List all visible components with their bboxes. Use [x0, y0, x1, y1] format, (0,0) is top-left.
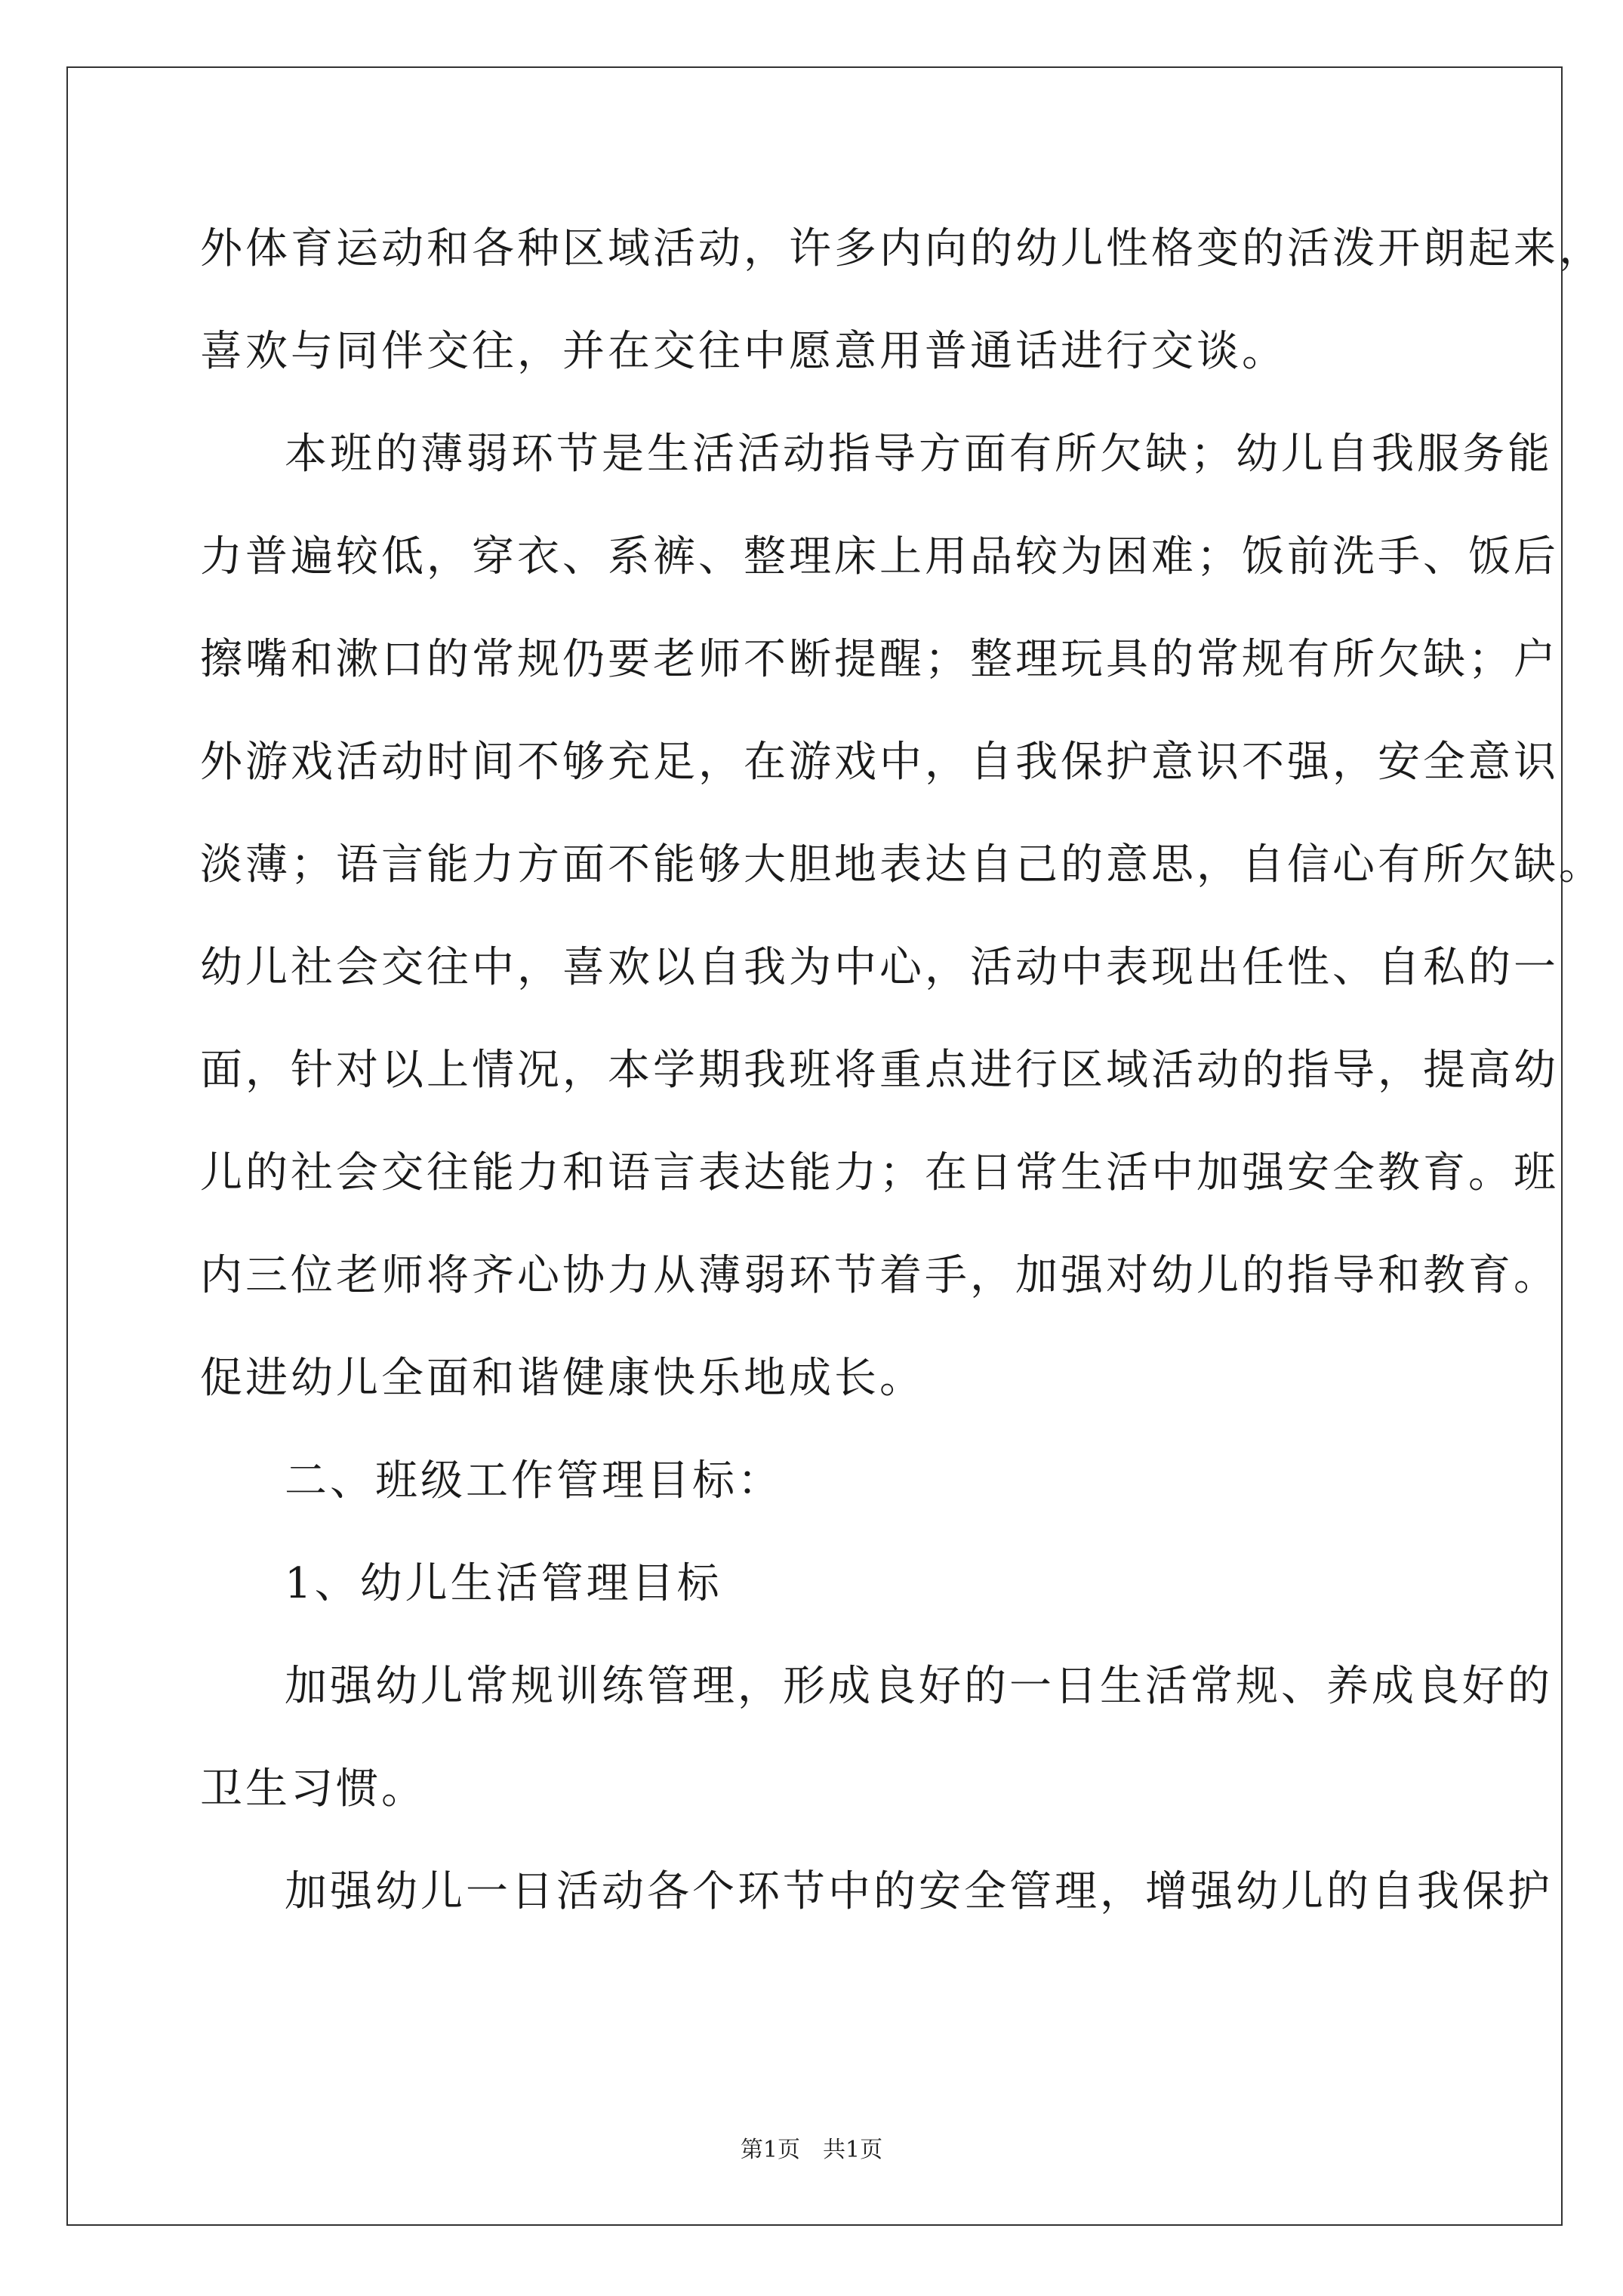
text-line-17: 加强幼儿一日活动各个环节中的安全管理，增强幼儿的自我保护 [285, 1867, 1553, 1916]
document-body [200, 198, 1604, 1943]
text-line-3: 本班的薄弱环节是生活活动指导方面有所欠缺；幼儿自我服务能 [285, 430, 1553, 479]
text-line-11: 内三位老师将齐心协力从薄弱环节着手，加强对幼儿的指导和教育。 [200, 1251, 1559, 1300]
text-line-4: 力普遍较低，穿衣、系裤、整理床上用品较为困难；饭前洗手、饭后 [200, 532, 1559, 581]
text-line-2: 喜欢与同伴交往，并在交往中愿意用普通话进行交谈。 [200, 327, 1287, 376]
subsection-heading: 1、幼儿生活管理目标 [285, 1559, 722, 1608]
page-number-footer: 第1页 共1页 [740, 2137, 883, 2163]
text-line-1: 外体育运动和各种区域活动，许多内向的幼儿性格变的活泼开朗起来， [200, 224, 1604, 273]
section-heading: 二、班级工作管理目标： [285, 1456, 783, 1505]
text-line-12: 促进幼儿全面和谐健康快乐地成长。 [200, 1354, 925, 1403]
text-line-5: 擦嘴和漱口的常规仍要老师不断提醒；整理玩具的常规有所欠缺；户 [200, 635, 1559, 684]
text-line-15: 加强幼儿常规训练管理，形成良好的一日生活常规、养成良好的 [285, 1662, 1553, 1711]
text-line-16: 卫生习惯。 [200, 1764, 427, 1814]
text-line-8: 幼儿社会交往中，喜欢以自我为中心，活动中表现出任性、自私的一 [200, 943, 1559, 992]
text-line-6: 外游戏活动时间不够充足，在游戏中，自我保护意识不强，安全意识 [200, 738, 1559, 787]
text-line-9: 面，针对以上情况，本学期我班将重点进行区域活动的指导，提高幼 [200, 1046, 1559, 1095]
text-line-10: 儿的社会交往能力和语言表达能力；在日常生活中加强安全教育。班 [200, 1148, 1559, 1197]
text-line-7: 淡薄；语言能力方面不能够大胆地表达自己的意思，自信心有所欠缺。 [200, 840, 1604, 889]
